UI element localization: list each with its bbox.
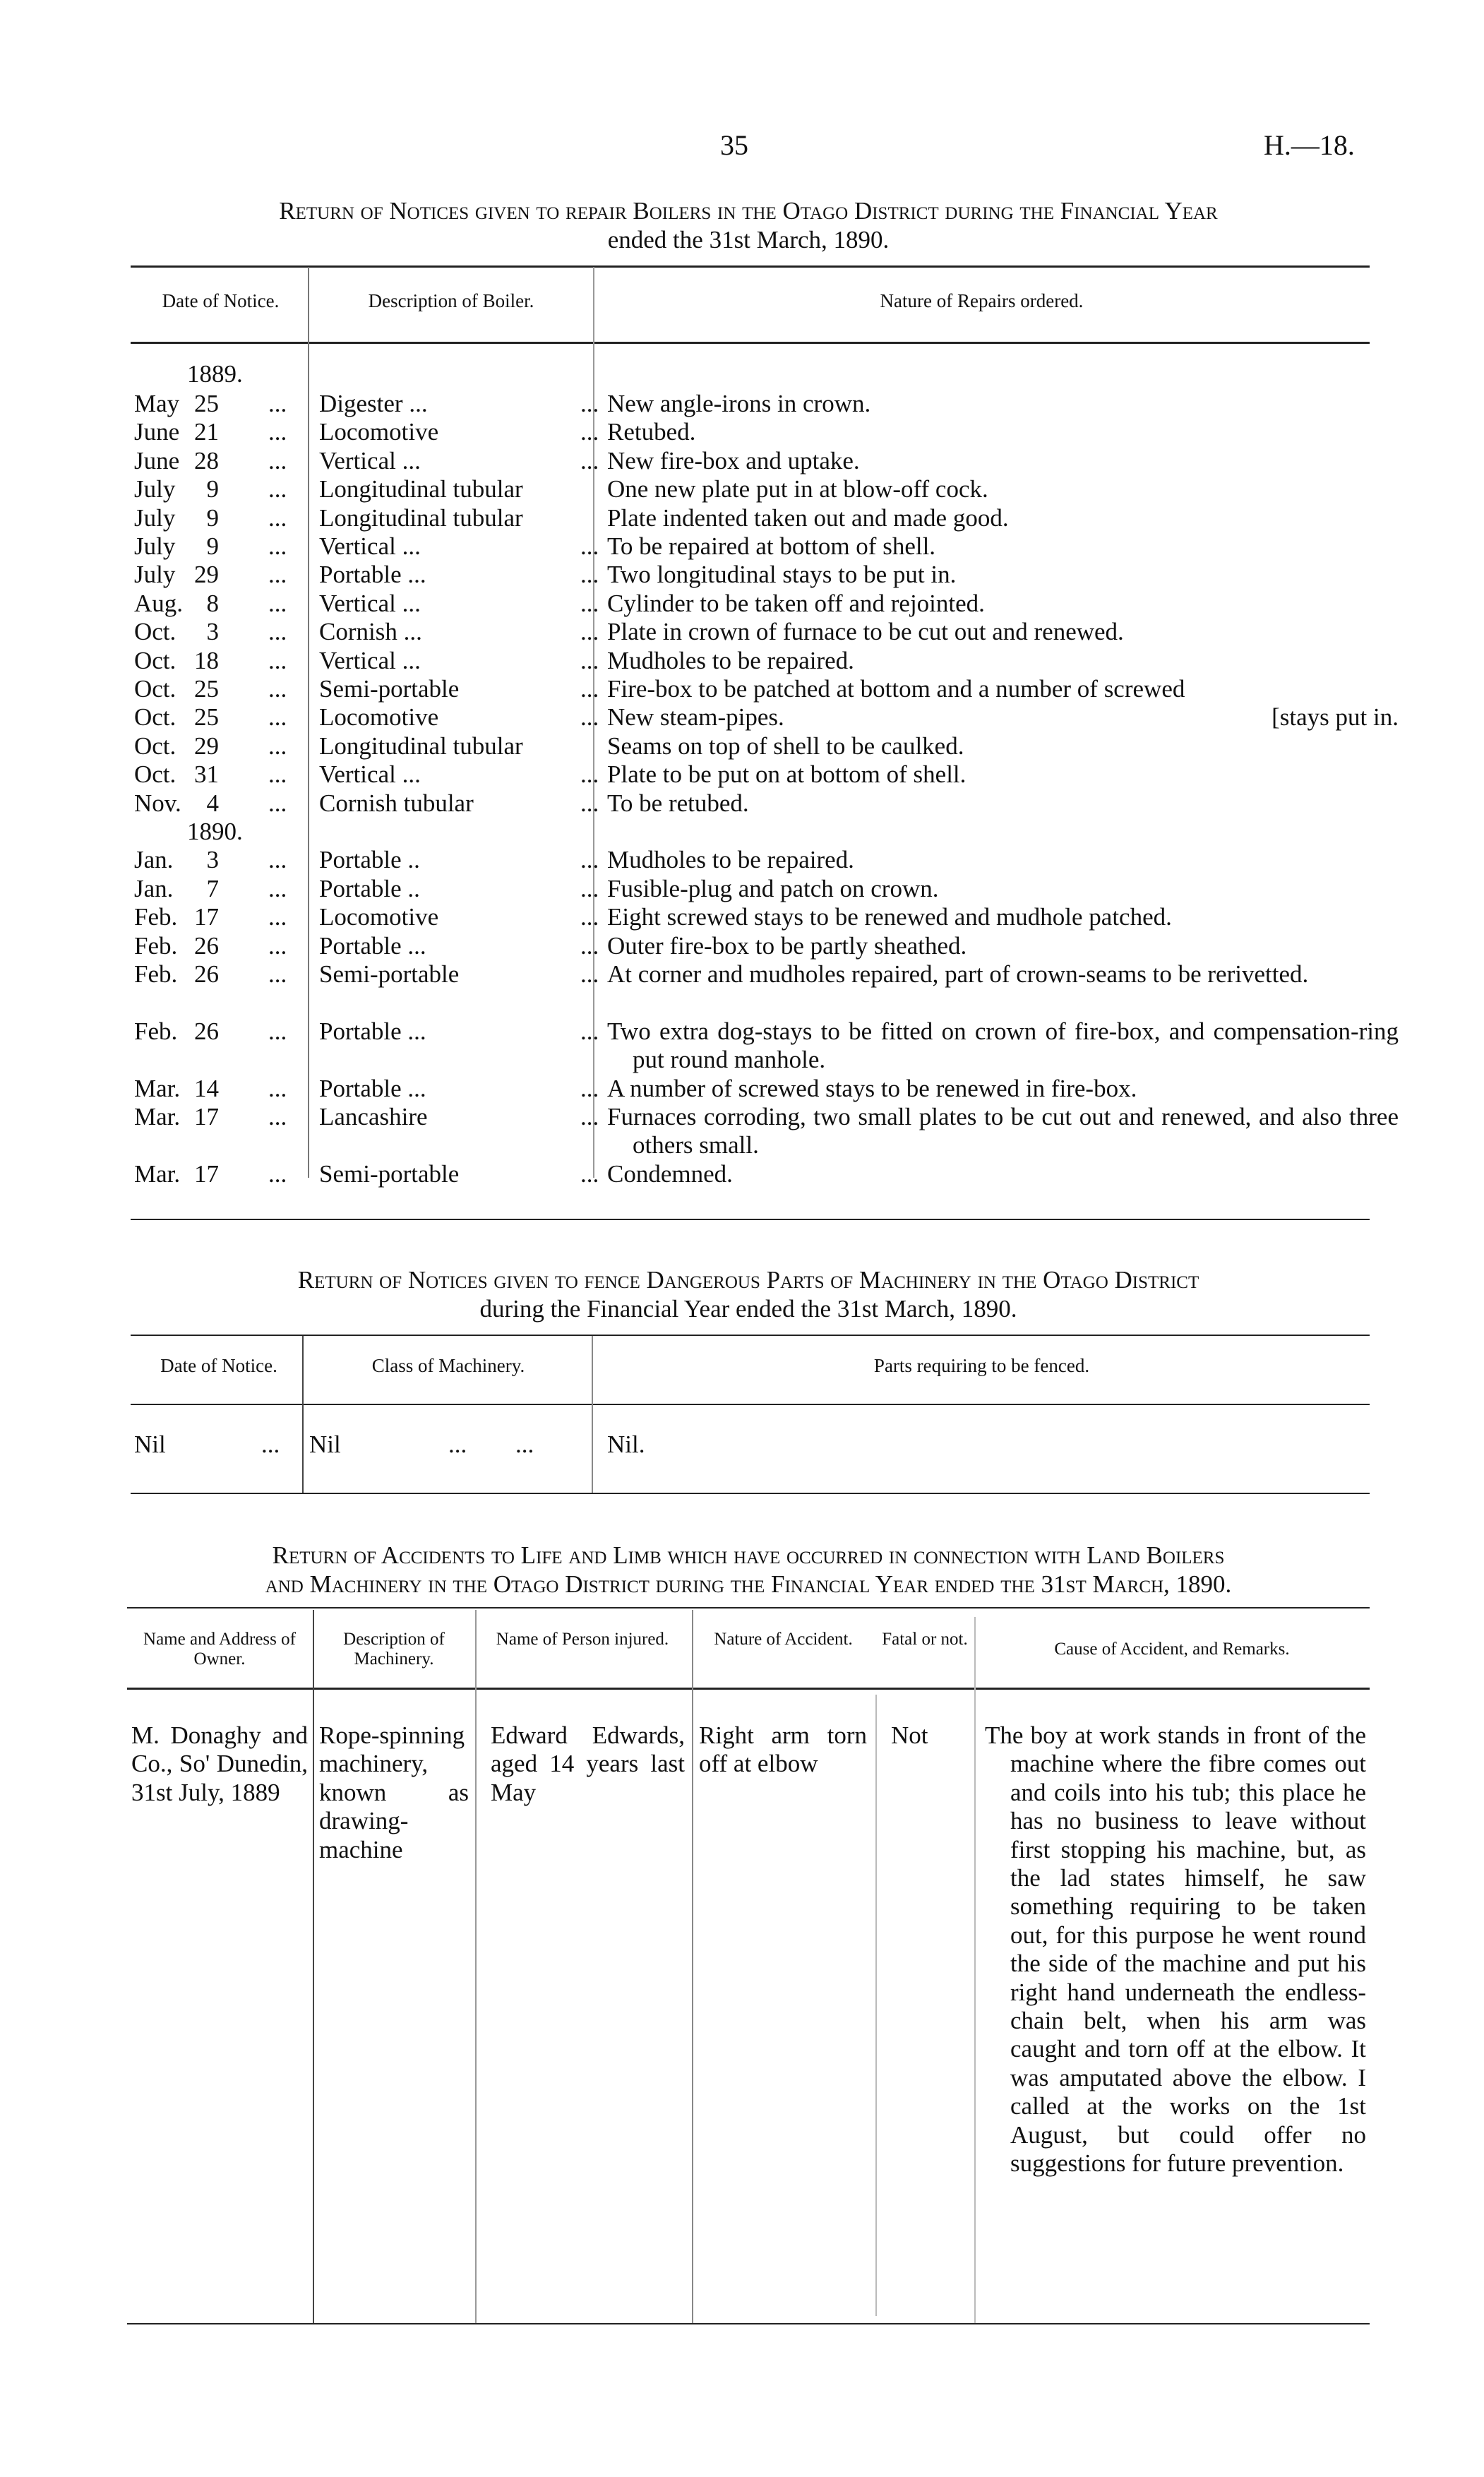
notice-date <box>134 675 304 703</box>
repairs-ordered <box>607 903 1399 931</box>
dots: ... <box>268 1103 287 1130</box>
repairs-title-line2: ended the 31st March, 1890. <box>607 226 890 253</box>
accidents-col-divider <box>974 1617 976 2323</box>
dots: ... <box>580 618 599 646</box>
fencing-col-divider <box>302 1336 304 1493</box>
date-day: 25 <box>194 703 219 732</box>
date-day: 3 <box>206 618 219 646</box>
dots: ... <box>580 760 599 789</box>
date-month: July <box>134 561 176 589</box>
repairs-ordered <box>607 960 1399 989</box>
dots: ... <box>268 960 287 988</box>
accidents-title-line1: Return of Accidents to Life and Limb which have occurred in connection with Land Boilers <box>272 1541 1225 1569</box>
accidents-col-divider <box>692 1610 693 2323</box>
repairs-ordered <box>607 703 1399 732</box>
dots: ... <box>268 760 287 789</box>
dots: ... <box>580 960 599 988</box>
repairs-text: New angle-irons in crown. <box>607 390 871 417</box>
date-day: 25 <box>194 390 219 417</box>
date-day: 26 <box>194 931 219 960</box>
col-machinery: Description of Machinery. <box>343 1630 445 1669</box>
repairs-text: Furnaces corroding, two small plates to be cut out and renewed, and also three others small. <box>607 1103 1399 1159</box>
fencing-parts: Nil. <box>607 1431 645 1458</box>
fencing-header-rule <box>131 1404 1370 1405</box>
dots: ... <box>580 589 599 617</box>
date-month: Feb. <box>134 903 178 931</box>
boiler-type: Longitudinal tubular <box>319 475 523 503</box>
repairs-ordered <box>607 1017 1399 1075</box>
dots: ... <box>580 561 599 589</box>
date-month: July <box>134 503 176 532</box>
accidents-col-divider <box>875 1695 877 2316</box>
dots: ... <box>580 418 599 446</box>
date-month: Oct. <box>134 675 176 703</box>
notice-date <box>134 590 304 618</box>
accidents-bottom-rule <box>127 2323 1370 2324</box>
repairs-ordered <box>607 504 1399 532</box>
notice-date <box>134 561 304 589</box>
accident-remarks: The boy at work stands in front of the machine where the fibre comes out and coils into his tub; this place he has no business to leave without first stopping his machine, but, as the lad states himself, he saw something requiring to be taken out, for this purpose he went round the side of the machine and put his right hand underneath the endless-chain belt, when his arm was caught and torn off at the elbow. It was amputated above the elbow. I called at the works on the 1st August, but could offer no suggestions for future prevention. <box>985 1721 1366 2178</box>
repairs-ordered <box>607 760 1399 789</box>
date-day: 3 <box>206 846 219 874</box>
dots: ... <box>268 561 287 589</box>
dots: ... <box>580 390 599 417</box>
accidents-title <box>127 1541 1370 1599</box>
repairs-text: Mudholes to be repaired. <box>607 846 854 874</box>
boiler-type: Portable ... <box>319 561 426 589</box>
repairs-text: Plate in crown of furnace to be cut out and renewed. <box>607 618 1124 646</box>
date-day: 7 <box>206 874 219 902</box>
dots: ... <box>580 931 599 960</box>
col-nature-of-repairs: Nature of Repairs ordered. <box>880 290 1084 311</box>
repairs-ordered <box>607 1103 1399 1160</box>
repairs-ordered <box>607 732 1399 760</box>
repairs-text: New fire-box and uptake. <box>607 446 860 474</box>
date-day: 29 <box>194 561 219 589</box>
repairs-ordered <box>607 561 1399 589</box>
notice-date <box>134 390 304 418</box>
boiler-type: Digester ... <box>319 390 428 417</box>
dots: ... <box>580 903 599 931</box>
repairs-bottom-rule <box>131 1219 1370 1220</box>
dots: ... <box>261 1431 280 1458</box>
date-month: Mar. <box>134 1159 181 1188</box>
dots: ... <box>268 874 287 902</box>
date-month: Nov. <box>134 789 181 817</box>
dots: ... <box>580 1159 599 1188</box>
notice-date <box>134 504 304 532</box>
boiler-type: Semi-portable <box>319 675 460 703</box>
notice-date <box>134 532 304 561</box>
boiler-type: Cornish ... <box>319 618 422 646</box>
dots: ... <box>268 846 287 874</box>
date-day: 9 <box>206 503 219 532</box>
dots: ... <box>268 703 287 732</box>
fencing-top-rule <box>131 1335 1370 1336</box>
repairs-text: Plate indented taken out and made good. <box>607 503 1009 532</box>
date-month: Mar. <box>134 1074 181 1102</box>
page-number: 35 <box>720 129 748 161</box>
dots: ... <box>580 874 599 902</box>
notice-date <box>134 1017 304 1046</box>
dots: ... <box>268 1159 287 1188</box>
dots: ... <box>580 675 599 703</box>
notice-date <box>134 875 304 903</box>
date-month: Oct. <box>134 618 176 646</box>
dots: ... <box>268 418 287 446</box>
date-day: 31 <box>194 760 219 789</box>
dots: ... <box>580 1017 599 1045</box>
notice-date <box>134 1160 304 1188</box>
boiler-type: Locomotive <box>319 703 439 732</box>
repairs-ordered <box>607 532 1399 561</box>
accident-machinery: Rope-spinning machinery, known as drawing-machine <box>319 1721 469 1863</box>
fencing-class: Nil <box>309 1431 341 1458</box>
boiler-type: Portable ... <box>319 1017 426 1045</box>
notice-date <box>134 447 304 475</box>
repairs-text: Plate to be put on at bottom of shell. <box>607 760 967 789</box>
repairs-ordered <box>607 789 1399 818</box>
repairs-text: Condemned. <box>607 1159 733 1188</box>
repairs-ordered <box>607 875 1399 903</box>
col-nature-of-accident: Nature of Accident. <box>714 1630 853 1649</box>
dots: ... ... <box>448 1431 534 1458</box>
boiler-type: Vertical ... <box>319 760 421 789</box>
repairs-text: To be repaired at bottom of shell. <box>607 532 936 560</box>
accidents-col-divider <box>313 1610 314 2323</box>
date-month: Oct. <box>134 760 176 789</box>
boiler-type: Locomotive <box>319 418 439 446</box>
date-day: 26 <box>194 960 219 988</box>
date-day: 21 <box>194 418 219 446</box>
accident-fatal: Not <box>891 1721 928 1749</box>
notice-date <box>134 618 304 646</box>
date-day: 14 <box>194 1074 219 1102</box>
notice-date <box>134 846 304 874</box>
fencing-bottom-rule <box>131 1493 1370 1494</box>
fencing-title-line1: Return of Notices given to fence Dangerous Parts of Machinery in the Otago District <box>297 1266 1199 1294</box>
date-month: July <box>134 475 176 503</box>
repairs-top-rule <box>131 265 1370 268</box>
col-person-injured: Name of Person injured. <box>496 1630 669 1649</box>
notice-date <box>134 647 304 675</box>
boiler-type: Locomotive <box>319 903 439 931</box>
notice-date <box>134 475 304 503</box>
dots: ... <box>268 589 287 617</box>
notice-date <box>134 1103 304 1131</box>
repairs-text: Two longitudinal stays to be put in. <box>607 561 957 589</box>
date-day: 18 <box>194 646 219 674</box>
date-day: 28 <box>194 446 219 474</box>
notice-date <box>134 932 304 960</box>
col-fatal: Fatal or not. <box>882 1630 968 1649</box>
date-month: Mar. <box>134 1103 181 1130</box>
date-month: Oct. <box>134 703 176 732</box>
col-description-of-boiler: Description of Boiler. <box>368 290 534 311</box>
repairs-text: Mudholes to be repaired. <box>607 646 854 674</box>
repairs-text: One new plate put in at blow-off cock. <box>607 475 988 503</box>
date-month: Oct. <box>134 732 176 760</box>
date-day: 26 <box>194 1017 219 1045</box>
repairs-text: Cylinder to be taken off and rejointed. <box>607 589 985 617</box>
repairs-text: Fusible-plug and patch on crown. <box>607 874 939 902</box>
dots: ... <box>268 732 287 760</box>
repairs-title-line1: Return of Notices given to repair Boilers in the Otago District during the Financial Year <box>279 197 1218 225</box>
date-day: 17 <box>194 903 219 931</box>
date-day: 17 <box>194 1103 219 1130</box>
fencing-col-divider <box>592 1336 593 1493</box>
notice-date <box>134 732 304 760</box>
year-label: 1889. <box>187 360 243 388</box>
dots: ... <box>580 1074 599 1102</box>
repairs-text: Seams on top of shell to be caulked. <box>607 732 964 760</box>
repairs-text: A number of screwed stays to be renewed in fire-box. <box>607 1074 1137 1102</box>
notice-date <box>134 960 304 989</box>
boiler-type: Vertical ... <box>319 446 421 474</box>
dots: ... <box>268 532 287 560</box>
col-class-of-machinery: Class of Machinery. <box>371 1355 525 1376</box>
dots: ... <box>268 646 287 674</box>
date-day: 29 <box>194 732 219 760</box>
repairs-text: Eight screwed stays to be renewed and mudhole patched. <box>607 903 1172 931</box>
notice-date <box>134 789 304 818</box>
repairs-ordered <box>607 647 1399 675</box>
repairs-ordered <box>607 1160 1399 1188</box>
dots: ... <box>268 1074 287 1102</box>
date-month: Aug. <box>134 589 184 617</box>
dots: ... <box>268 1017 287 1045</box>
boiler-type: Portable ... <box>319 931 426 960</box>
dots: ... <box>580 446 599 474</box>
date-month: June <box>134 446 180 474</box>
dots: ... <box>268 789 287 817</box>
boiler-type: Lancashire <box>319 1103 428 1130</box>
fencing-date: Nil <box>134 1431 166 1458</box>
repairs-title <box>127 196 1370 254</box>
year-label: 1890. <box>187 818 243 845</box>
notice-date <box>134 1075 304 1103</box>
boiler-type: Portable ... <box>319 1074 426 1102</box>
col-parts-to-be-fenced: Parts requiring to be fenced. <box>873 1355 1090 1376</box>
dots: ... <box>268 931 287 960</box>
boiler-type: Cornish tubular <box>319 789 474 817</box>
boiler-type: Portable .. <box>319 874 420 902</box>
boiler-type: Longitudinal tubular <box>319 732 523 760</box>
dots: ... <box>268 503 287 532</box>
dots: ... <box>580 846 599 874</box>
dots: ... <box>268 675 287 703</box>
repairs-ordered <box>607 418 1399 446</box>
dots: ... <box>268 446 287 474</box>
col-date-of-notice: Date of Notice. <box>160 1355 277 1376</box>
boiler-type: Vertical ... <box>319 646 421 674</box>
date-month: Oct. <box>134 646 176 674</box>
repairs-text: At corner and mudholes repaired, part of crown-seams to be rerivetted. <box>607 960 1309 988</box>
accidents-col-divider <box>475 1610 477 2323</box>
fencing-title <box>127 1265 1370 1323</box>
col-remarks: Cause of Accident, and Remarks. <box>1054 1640 1290 1659</box>
accident-owner: M. Donaghy and Co., So' Dunedin, 31st July, 1889 <box>131 1721 308 1806</box>
date-day: 8 <box>206 589 219 617</box>
dots: ... <box>580 703 599 732</box>
date-month: Feb. <box>134 931 178 960</box>
date-month: June <box>134 418 180 446</box>
dots: ... <box>580 646 599 674</box>
accident-person: Edward Edwards, aged 14 years last May <box>491 1721 685 1806</box>
dots: ... <box>580 789 599 817</box>
repairs-text: New steam-pipes. <box>607 703 784 732</box>
fencing-title-line2: during the Financial Year ended the 31st March, 1890. <box>479 1295 1017 1323</box>
repairs-ordered <box>607 1075 1399 1103</box>
date-month: Jan. <box>134 874 174 902</box>
notice-date <box>134 703 304 732</box>
notice-date <box>134 418 304 446</box>
boiler-type: Vertical ... <box>319 589 421 617</box>
dots: ... <box>580 532 599 560</box>
date-day: 9 <box>206 532 219 560</box>
repairs-ordered <box>607 590 1399 618</box>
col-date-of-notice: Date of Notice. <box>162 290 280 311</box>
repairs-ordered <box>607 447 1399 475</box>
repairs-ordered <box>607 846 1399 874</box>
boiler-type: Semi-portable <box>319 960 460 988</box>
notice-date <box>134 903 304 931</box>
accidents-title-line2: and Machinery in the Otago District during the Financial Year ended the 31st March, 1890. <box>265 1570 1232 1598</box>
date-month: May <box>134 390 180 417</box>
dots: ... <box>268 903 287 931</box>
dots: ... <box>580 1103 599 1130</box>
boiler-type: Longitudinal tubular <box>319 503 523 532</box>
accident-nature: Right arm torn off at elbow <box>699 1721 867 1778</box>
date-month: Feb. <box>134 960 178 988</box>
dots: ... <box>268 390 287 417</box>
boiler-type: Semi-portable <box>319 1159 460 1188</box>
repairs-header-rule <box>131 342 1370 344</box>
repairs-text: Two extra dog-stays to be fitted on crown of fire-box, and compensation-ring put round manhole. <box>607 1017 1399 1074</box>
notice-date <box>134 760 304 789</box>
date-month: Feb. <box>134 1017 178 1045</box>
repairs-ordered <box>607 475 1399 503</box>
repairs-text: Fire-box to be patched at bottom and a number of screwed <box>607 675 1185 703</box>
repairs-text: Outer fire-box to be partly sheathed. <box>607 931 967 960</box>
document-reference: H.—18. <box>1264 129 1355 161</box>
boiler-type: Portable .. <box>319 846 420 874</box>
repairs-col-divider <box>308 267 309 1178</box>
date-month: July <box>134 532 176 560</box>
boiler-type: Vertical ... <box>319 532 421 560</box>
repairs-ordered <box>607 618 1399 646</box>
repairs-text: To be retubed. <box>607 789 749 817</box>
col-owner: Name and Address of Owner. <box>143 1630 296 1669</box>
repairs-ordered <box>607 390 1399 418</box>
date-day: 17 <box>194 1159 219 1188</box>
repairs-text: Retubed. <box>607 418 696 446</box>
date-day: 9 <box>206 475 219 503</box>
date-day: 25 <box>194 675 219 703</box>
repairs-continuation: [stays put in. <box>1271 703 1399 731</box>
date-day: 4 <box>206 789 219 817</box>
dots: ... <box>268 618 287 646</box>
repairs-ordered <box>607 932 1399 960</box>
date-month: Jan. <box>134 846 174 874</box>
dots: ... <box>268 475 287 503</box>
accidents-top-rule <box>127 1607 1370 1608</box>
